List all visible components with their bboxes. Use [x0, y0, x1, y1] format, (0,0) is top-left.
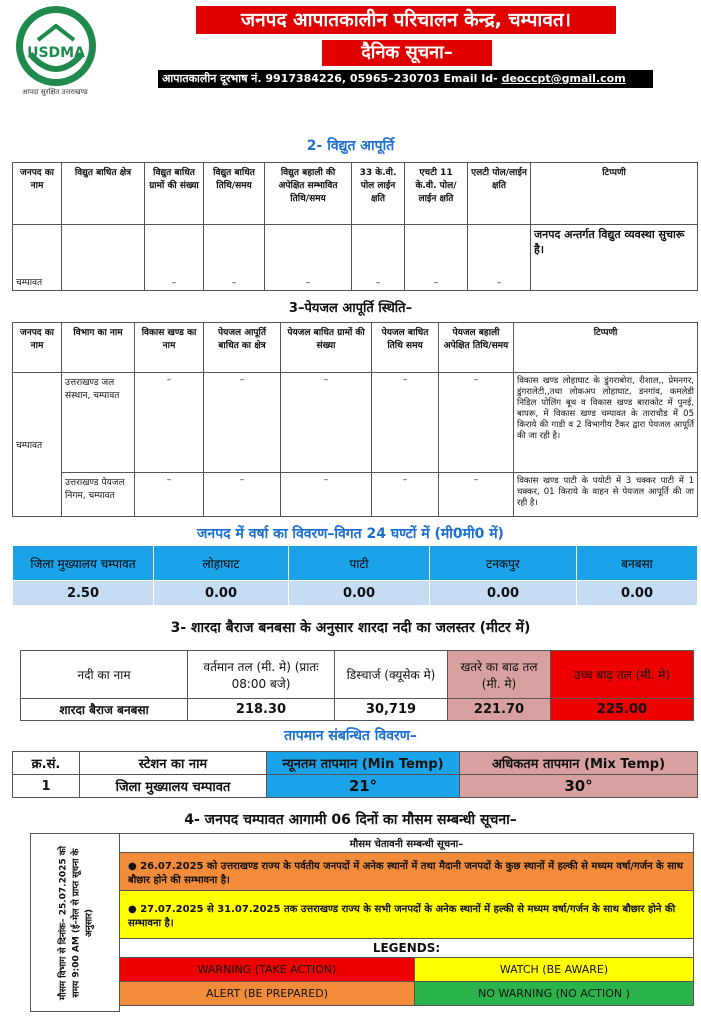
power-area — [62, 225, 145, 291]
table-row — [13, 373, 698, 473]
water-header-block: विकास खण्ड का नाम — [135, 323, 204, 373]
power-header-restore: विद्युत बहाली की अपेक्षित सम्भावित तिथि/समय — [265, 163, 352, 225]
legends-title: LEGENDS: — [120, 939, 694, 958]
water-cell: – — [204, 473, 281, 517]
water-title: 3–पेयजल आपूर्ति स्थिति– — [288, 301, 413, 316]
temp-sno: 1 — [13, 775, 80, 798]
table-row — [13, 581, 698, 606]
rain-value-pati: 0.00 — [289, 581, 430, 606]
water-dept-1: उत्तराखण्ड जल संस्थान, चम्पावत — [62, 373, 135, 473]
power-date: – — [204, 225, 265, 291]
weather-side-label: मौसम विभाग से दिनांक– 25.07.2025 को समय 9:00 AM (ई–मेल से प्राप्त सूचना के अनुसार) — [58, 845, 95, 1000]
temp-max: 30° — [460, 775, 698, 798]
river-discharge: 30,719 — [335, 699, 448, 721]
river-header-high: उच्च बाढ़ तल (मी. मे) — [551, 651, 694, 699]
temp-header-station: स्टेशन का नाम — [80, 752, 267, 775]
rain-header-pati: पाटी — [289, 546, 430, 581]
river-header-name: नदी का नाम — [21, 651, 188, 699]
water-note-1: विकास खण्ड लोहाघाट के डुंगराबोरा, रीशाल,, प्रेमनगर, डुंगरालेटी,,तथा लोकअप लोहाघाट, डनगांव, कमलेडी निडिल पोलिंग बूथ व विकास खण्ड बाराकोट में पुनई, बापरू, में विकास खण्ड चम्पावत के ताराचौड में 05 किराये की गाडी व 2 विभागीय टैंकर द्वारा पेयजल आपूर्ति की जा रही है। — [514, 373, 698, 473]
weather-table — [30, 833, 694, 1012]
temp-min: 21° — [267, 775, 460, 798]
legend-watch: WATCH (BE AWARE) — [415, 958, 694, 982]
contact-text: आपातकालीन दूरभाष नं. 9917384226, 05965–230703 Email Id- — [162, 72, 502, 85]
water-cell: – — [439, 373, 514, 473]
water-cell: – — [204, 373, 281, 473]
weather-title: 4- जनपद चम्पावत आगामी 06 दिनों का मौसम सम्बन्धी सूचना– — [184, 812, 517, 828]
river-title: 3- शारदा बैराज बनबसा के अनुसार शारदा नदी का जलस्तर (मीटर में) — [170, 620, 531, 636]
table-row — [13, 473, 698, 517]
water-district: चम्पावत — [13, 373, 62, 517]
power-remarks: जनपद अन्तर्गत विद्युत व्यवस्था सुचारू है। — [531, 225, 698, 291]
rain-value-lohaghat: 0.00 — [154, 581, 289, 606]
power-villages: – — [145, 225, 204, 291]
river-name: शारदा बैराज बनबसा — [21, 699, 188, 721]
water-cell: – — [439, 473, 514, 517]
weather-item-2: ● 27.07.2025 से 31.07.2025 तक उत्तराखण्ड राज्य के सभी जनपदों के अनेक स्थानों में हल्की से मध्यम वर्षा/गर्जन के साथ बौछार होने की सम्भावना है। — [120, 891, 694, 939]
table-row — [21, 699, 694, 721]
rain-value-banbasa: 0.00 — [577, 581, 698, 606]
temp-header-sno: क्र.सं. — [13, 752, 80, 775]
weather-item-1-text: 26.07.2025 को उत्तराखण्ड राज्य के पर्वतीय जनपदों में अनेक स्थानों में तथा मैदानी जनपदों के कुछ स्थानों में हल्की से मध्यम वर्षा/गर्जन के साथ बौछार होने की सम्भावना है। — [128, 860, 683, 886]
rain-header-tanakpur: टनकपुर — [430, 546, 577, 581]
rain-header-lohaghat: लोहाघाट — [154, 546, 289, 581]
legend-no-warning: NO WARNING (NO ACTION ) — [415, 982, 694, 1006]
river-header-danger: खतरे का बाढ तल (मी. मे) — [448, 651, 551, 699]
power-33kv: – — [352, 225, 405, 291]
water-header-dept: विभाग का नाम — [62, 323, 135, 373]
river-header-discharge: डिस्चार्ज (क्यूसेक मे) — [335, 651, 448, 699]
river-header-level: वर्तमान तल (मी. मे) (प्रातः 08:00 बजे) — [188, 651, 335, 699]
rain-header-hq: जिला मुख्यालय चम्पावत — [13, 546, 154, 581]
table-row — [31, 853, 694, 891]
rain-value-hq: 2.50 — [13, 581, 154, 606]
power-header-33kv: 33 के.वी. पोल लाईन क्षति — [352, 163, 405, 225]
table-row — [13, 225, 698, 291]
weather-side-cell — [31, 834, 120, 1012]
water-cell: – — [281, 473, 372, 517]
water-header-district: जनपद का नाम — [13, 323, 62, 373]
water-header-remarks: टिप्पणी — [514, 323, 698, 373]
river-danger: 221.70 — [448, 699, 551, 721]
power-header-area: विद्युत बाधित क्षेत्र — [62, 163, 145, 225]
power-restore: – — [265, 225, 352, 291]
temp-header-min: न्यूनतम तापमान (Min Temp) — [267, 752, 460, 775]
power-title: 2- विद्युत आपूर्ति — [306, 138, 395, 154]
temp-header-max: अधिकतम तापमान (Mix Temp) — [460, 752, 698, 775]
power-header-district: जनपद का नाम — [13, 163, 62, 225]
water-header-area: पेयजल आपूर्ति बाधित का क्षेत्र — [204, 323, 281, 373]
power-header-lt: एलटी पोल/लाईन क्षति — [468, 163, 531, 225]
water-dept-2: उत्तराखण्ड पेयजल निगम, चम्पावत — [62, 473, 135, 517]
rain-header-banbasa: बनबसा — [577, 546, 698, 581]
power-11kv: – — [405, 225, 468, 291]
temp-station: जिला मुख्यालय चम्पावत — [80, 775, 267, 798]
page-subtitle: दैनिक सूचना– — [322, 40, 492, 66]
temp-table — [12, 751, 698, 798]
power-district: चम्पावत — [13, 225, 62, 291]
tagline: आपदा सुरक्षित उत्तराखण्ड — [22, 88, 88, 96]
water-header-date: पेयजल बाधित तिथि समय — [372, 323, 439, 373]
power-lt: – — [468, 225, 531, 291]
page-title: जनपद आपातकालीन परिचालन केन्द्र, चम्पावत। — [196, 6, 616, 34]
table-row — [31, 891, 694, 939]
temp-title: तापमान संबन्धित विवरण– — [284, 728, 417, 744]
rain-value-tanakpur: 0.00 — [430, 581, 577, 606]
river-level: 218.30 — [188, 699, 335, 721]
usdma-logo — [12, 4, 100, 92]
power-header-villages: विद्युत बाधित ग्रामों की संख्या — [145, 163, 204, 225]
water-header-restore: पेयजल बहाली अपेक्षित तिथि/समय — [439, 323, 514, 373]
water-cell: – — [135, 373, 204, 473]
power-header-date: विद्युत बाधित तिथि/समय — [204, 163, 265, 225]
contact-bar — [158, 70, 653, 88]
legend-warning: WARNING (TAKE ACTION) — [120, 958, 415, 982]
email-link[interactable]: deoccpt@gmail.com — [501, 72, 626, 85]
river-table — [20, 650, 694, 721]
water-table — [12, 322, 698, 517]
power-table — [12, 162, 698, 291]
water-note-2: विकास खण्ड पाटी के पयोटी में 3 चक्कर पाटी में 1 चक्कर, 01 किराये के वाहन से पेयजल आपूर्ति की जा रही है। — [514, 473, 698, 517]
water-cell: – — [135, 473, 204, 517]
water-header-villages: पेयजल बाधित ग्रामों की संख्या — [281, 323, 372, 373]
table-row — [13, 775, 698, 798]
water-cell: – — [281, 373, 372, 473]
power-header-remarks: टिप्पणी — [531, 163, 698, 225]
rain-table — [12, 545, 698, 606]
water-cell: – — [372, 473, 439, 517]
logo-text: USDMA — [27, 45, 85, 61]
water-cell: – — [372, 373, 439, 473]
rain-title: जनपद में वर्षा का विवरण–विगत 24 घण्टों में (मी0मी0 में) — [197, 526, 504, 542]
legend-alert: ALERT (BE PREPARED) — [120, 982, 415, 1006]
river-high: 225.00 — [551, 699, 694, 721]
power-header-11kv: एचटी 11 के.वी. पोल/लाईन क्षति — [405, 163, 468, 225]
weather-item-2-text: 27.07.2025 से 31.07.2025 तक उत्तराखण्ड राज्य के सभी जनपदों के अनेक स्थानों में हल्की से मध्यम वर्षा/गर्जन के साथ बौछार होने की सम्भावना है। — [128, 903, 676, 929]
weather-header: मौसम चेतावनी सम्बन्धी सूचना– — [120, 834, 694, 853]
weather-item-1: ● 26.07.2025 को उत्तराखण्ड राज्य के पर्वतीय जनपदों में अनेक स्थानों में तथा मैदानी जनपदों के कुछ स्थानों में हल्की से मध्यम वर्षा/गर्जन के साथ बौछार होने की सम्भावना है। — [120, 853, 694, 891]
